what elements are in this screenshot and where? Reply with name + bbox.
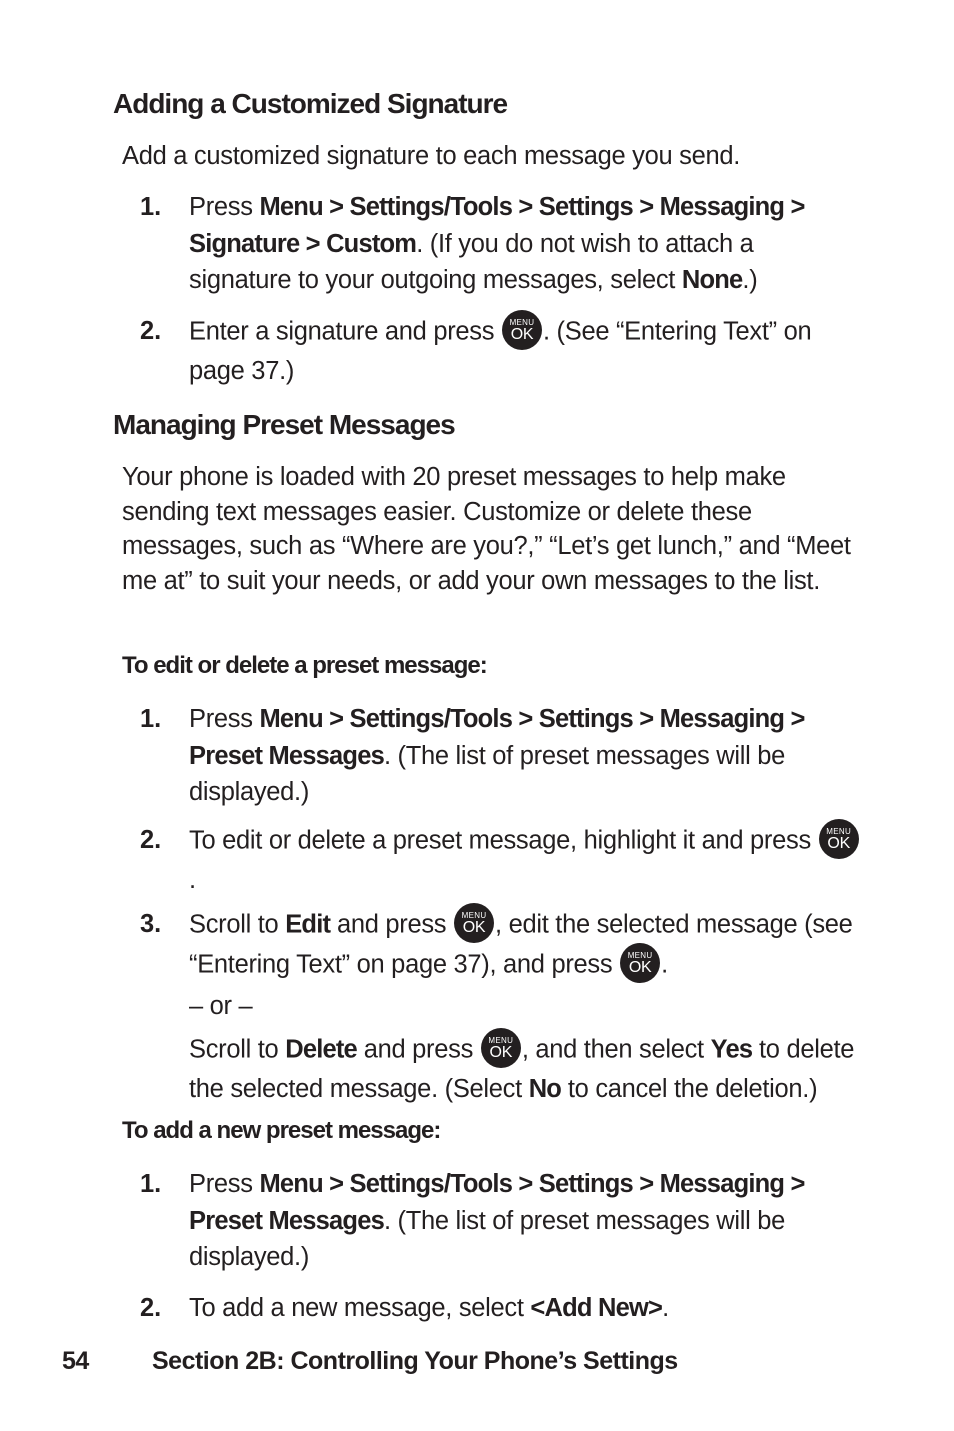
option-yes: Yes [710,1035,753,1064]
option-add-new: <Add New> [530,1294,663,1322]
step-number: 2. [140,1294,162,1322]
option-delete: Delete [285,1035,357,1064]
step-text: Press Menu > Settings/Tools > Settings > Messaging > Signature > Custom. (If you do not wish to attach a signature to your outgoing messages, select None.) [189,193,805,294]
menu-path: Menu > Settings/Tools > Settings > Messaging > Preset Messages [189,705,805,770]
edit-step-3 [140,906,860,1107]
step-number: 2. [140,317,162,345]
preset-intro: Your phone is loaded with 20 preset messages to help make sending text messages easier. Customize or delete these messages, such as “Where are you?,” “Let’s get lunch,” and “Meet me at” to suit your needs, or add your own messages to the list. [122,463,851,595]
menu-path: Menu > Settings/Tools > Settings > Messaging > Preset Messages [189,1170,805,1235]
signature-step-2 [140,313,860,390]
step-number: 2. [140,826,162,854]
signature-intro: Add a customized signature to each message you send. [122,142,741,170]
menu-ok-key-icon: MENU OK [620,943,660,983]
page-number: 54 [62,1347,89,1375]
edit-step-1 [140,701,860,811]
step-number: 1. [140,705,162,733]
delete-instruction: Scroll to Delete and press MENU OK , and then select Yes to delete the selected message. (Select No to cancel the deletion.) [189,1031,860,1108]
step-number: 1. [140,1170,162,1198]
add-step-2 [140,1290,860,1327]
subheading-edit-delete: To edit or delete a preset message: [122,652,487,679]
step-text: Press Menu > Settings/Tools > Settings > Messaging > Preset Messages. (The list of preset messages will be displayed.) [189,705,805,806]
step-number: 3. [140,910,162,938]
edit-step-2 [140,822,860,899]
step-text: To edit or delete a preset message, highlight it and press MENU OK . [189,822,860,899]
menu-ok-key-icon: MENU OK [481,1028,521,1068]
step-text: To add a new message, select <Add New>. [189,1294,669,1322]
menu-ok-key-icon: MENU OK [454,903,494,943]
step-text: Press Menu > Settings/Tools > Settings > Messaging > Preset Messages. (The list of preset messages will be displayed.) [189,1170,805,1271]
step-text: Enter a signature and press MENU OK . (See “Entering Text” on page 37.) [189,313,860,390]
heading-managing-preset: Managing Preset Messages [113,409,455,440]
section-title: Section 2B: Controlling Your Phone’s Settings [152,1347,678,1375]
step-number: 1. [140,193,162,221]
or-separator: – or – [189,992,253,1020]
heading-adding-signature: Adding a Customized Signature [113,88,508,119]
step-text: Scroll to Edit and press MENU OK , edit the selected message (see “Entering Text” on page 37), and press MENU OK . – or – Scroll to Delete and press MENU OK , and then select Yes to delete the selected message. (Select No to cancel the deletion.) [189,906,860,1107]
option-edit: Edit [285,910,331,939]
signature-step-1 [140,189,860,299]
subheading-add-new: To add a new preset message: [122,1117,441,1144]
menu-ok-key-icon: MENU OK [819,819,859,859]
option-none: None [681,266,743,294]
option-no: No [528,1074,562,1103]
add-step-1 [140,1166,860,1276]
menu-path: Menu > Settings/Tools > Settings > Messaging > Signature > Custom [189,193,805,258]
menu-ok-key-icon: MENU OK [502,310,542,350]
